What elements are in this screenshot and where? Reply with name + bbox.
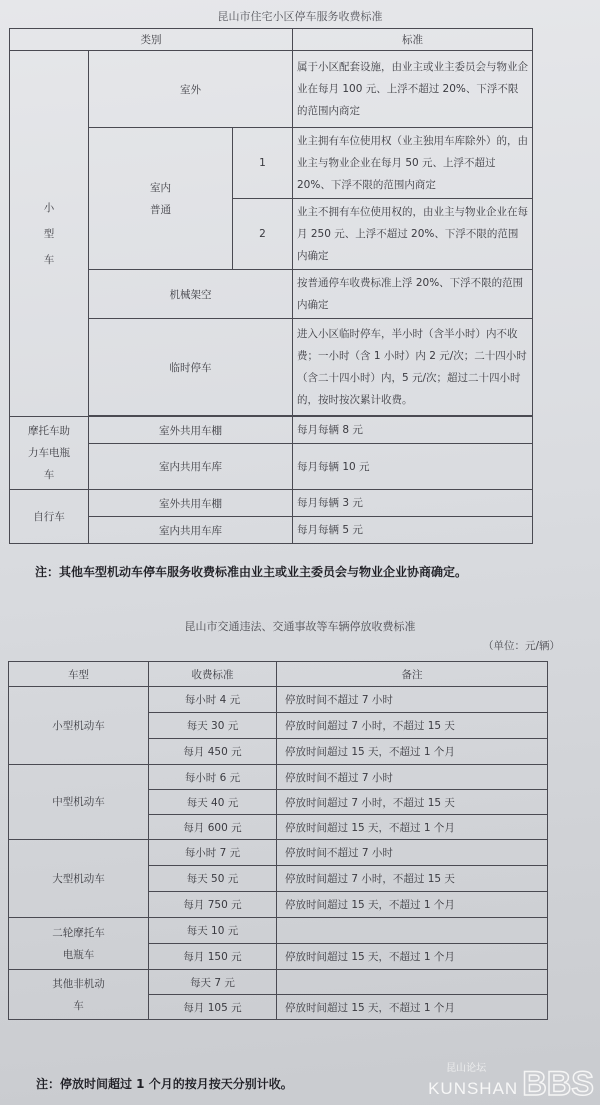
vehicle-type-label: 大型机动车 xyxy=(52,872,105,885)
fee-cell: 每月 600 元 xyxy=(149,815,277,840)
vehicle-type xyxy=(9,687,149,765)
remark-cell xyxy=(277,970,548,995)
header-type: 车型 xyxy=(9,662,149,687)
vehicle-type xyxy=(9,918,149,970)
col-category: 类别 xyxy=(10,29,293,51)
outdoor-std: 属于小区配套设施，由业主或业主委员会与物业企业在每月 100 元、上浮不超过 20%、下浮不限的范围内商定 xyxy=(293,51,533,128)
fee-cell: 每天 10 元 xyxy=(149,918,277,944)
small-car-label: 小型车 xyxy=(10,51,89,417)
remark-cell: 停放时间超过 15 天，不超过 1 个月 xyxy=(277,995,548,1020)
violation-unit: （单位：元/辆） xyxy=(482,640,560,652)
remark-cell: 停放时间超过 15 天，不超过 1 个月 xyxy=(277,739,548,765)
temp-std: 进入小区临时停车，半小时（含半小时）内不收费；一小时（含 1 小时）内 2 元/次；二十四小时（含二十四小时）内，5 元/次；超过二十四小时的，按时按次累计收费。 xyxy=(293,319,533,416)
fee-row xyxy=(9,970,548,995)
remark-cell: 停放时间超过 7 小时，不超过 15 天 xyxy=(277,866,548,892)
vehicle-type-label: 二轮摩托车电瓶车 xyxy=(52,926,105,961)
moto-in-std: 每月每辆 10 元 xyxy=(293,444,533,490)
fee-cell: 每月 750 元 xyxy=(149,892,277,918)
fee-cell: 每月 150 元 xyxy=(149,944,277,970)
remark-cell: 停放时间超过 7 小时，不超过 15 天 xyxy=(277,790,548,815)
fee-cell: 每小时 6 元 xyxy=(149,765,277,790)
remark-cell: 停放时间不超过 7 小时 xyxy=(277,840,548,866)
fee-cell: 每天 30 元 xyxy=(149,713,277,739)
moto-out-std: 每月每辆 8 元 xyxy=(293,417,533,444)
indoor-normal-label: 室内普通 xyxy=(89,128,233,270)
vehicle-type xyxy=(9,765,149,840)
moto-in-label: 室内共用车库 xyxy=(89,444,293,490)
bike-in-std: 每月每辆 5 元 xyxy=(293,517,533,544)
indoor-1-no: 1 xyxy=(233,128,293,199)
fee-cell: 每天 7 元 xyxy=(149,970,277,995)
violation-title: 昆山市交通违法、交通事故等车辆停放收费标准 xyxy=(184,620,416,633)
vehicle-type xyxy=(9,840,149,918)
fee-cell: 每月 105 元 xyxy=(149,995,277,1020)
outdoor-label: 室外 xyxy=(89,51,293,128)
moto-label: 摩托车助力车电瓶车 xyxy=(10,417,89,490)
kunshan-bbs-watermark xyxy=(428,1063,594,1103)
fee-row xyxy=(9,918,548,944)
fee-cell: 每小时 4 元 xyxy=(149,687,277,713)
violation-note: 注：停放时间超过 1 个月的按月按天分别计收。 xyxy=(36,1077,293,1091)
residential-title: 昆山市住宅小区停车服务收费标准 xyxy=(217,10,383,23)
bike-in-label: 室内共用车库 xyxy=(89,517,293,544)
remark-cell: 停放时间超过 7 小时，不超过 15 天 xyxy=(277,713,548,739)
fee-row xyxy=(9,687,548,713)
moto-out-label: 室外共用车棚 xyxy=(89,417,293,444)
remark-cell xyxy=(277,918,548,944)
fee-cell: 每月 450 元 xyxy=(149,739,277,765)
fee-row xyxy=(9,765,548,790)
header-fee: 收费标准 xyxy=(149,662,277,687)
fee-row xyxy=(9,840,548,866)
vehicle-type xyxy=(9,970,149,1020)
watermark-cn: 昆山论坛 xyxy=(446,1063,487,1074)
header-remark: 备注 xyxy=(277,662,548,687)
mech-label: 机械架空 xyxy=(89,270,293,319)
remark-cell: 停放时间超过 15 天，不超过 1 个月 xyxy=(277,944,548,970)
fee-cell: 每天 40 元 xyxy=(149,790,277,815)
watermark-bbs: BBS xyxy=(522,1065,594,1103)
vehicle-type-label: 中型机动车 xyxy=(52,796,105,808)
fee-cell: 每小时 7 元 xyxy=(149,840,277,866)
col-standard: 标准 xyxy=(293,29,533,51)
violation-fee-table xyxy=(8,661,548,1020)
mech-std: 按普通停车收费标准上浮 20%、下浮不限的范围内确定 xyxy=(293,270,533,319)
indoor-2-no: 2 xyxy=(233,199,293,270)
vehicle-type-label: 其他非机动车 xyxy=(52,977,105,1012)
remark-cell: 停放时间超过 15 天，不超过 1 个月 xyxy=(277,815,548,840)
fee-cell: 每天 50 元 xyxy=(149,866,277,892)
remark-cell: 停放时间不超过 7 小时 xyxy=(277,687,548,713)
temp-label: 临时停车 xyxy=(89,319,293,416)
indoor-1-std: 业主拥有车位使用权（业主独用车库除外）的，由业主与物业企业在每月 50 元、上浮不超过 20%、下浮不限的范围内商定 xyxy=(293,128,533,199)
indoor-2-std: 业主不拥有车位使用权的，由业主与物业企业在每月 250 元、上浮不超过 20%、下浮不限的范围内确定 xyxy=(293,199,533,270)
remark-cell: 停放时间不超过 7 小时 xyxy=(277,765,548,790)
remark-cell: 停放时间超过 15 天，不超过 1 个月 xyxy=(277,892,548,918)
residential-note: 注：其他车型机动车停车服务收费标准由业主或业主委员会与物业企业协商确定。 xyxy=(35,565,468,579)
bike-label: 自行车 xyxy=(10,490,89,544)
residential-fee-table xyxy=(9,28,533,544)
bike-out-label: 室外共用车棚 xyxy=(89,490,293,517)
bike-out-std: 每月每辆 3 元 xyxy=(293,490,533,517)
watermark-en: KUNSHAN xyxy=(428,1079,519,1098)
vehicle-type-label: 小型机动车 xyxy=(52,719,105,732)
